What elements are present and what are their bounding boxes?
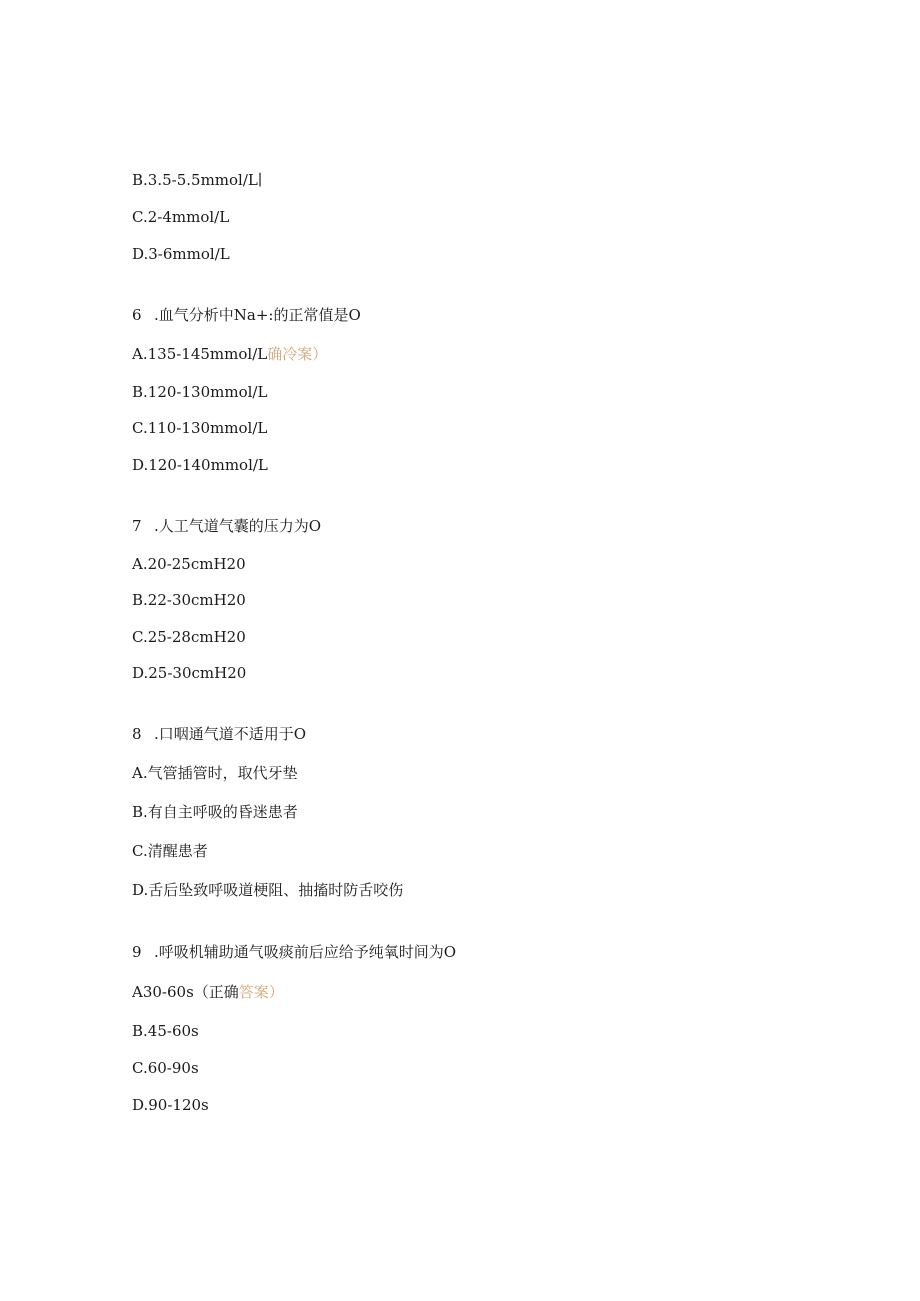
q7-question [132,516,321,536]
q9-option-b: B.45-60s [132,1022,199,1040]
q8-number: 8 [132,725,142,743]
q6-option-a-text: A.135-145mmol∕L [132,345,268,363]
q7-option-d: D.25-30cmH20 [132,664,247,682]
q9-option-a-text: A30-60s（正确 [132,983,239,1001]
q8-text: .口咽通气道不适用于O [154,725,307,743]
q6-option-d: D.120-140mmol∕L [132,456,268,474]
q7-text: .人工气道气囊的压力为O [154,517,322,535]
q5-option-c: C.2-4mmol∕L [132,208,230,226]
q6-option-a [132,344,327,364]
q9-option-a-hint: 答案） [238,983,284,1001]
q8-option-a: A.气管插管时，取代牙垫 [132,764,298,782]
q8-question [132,724,306,744]
q6-option-b: B.120-130mmol∕L [132,383,268,401]
q8-option-c: C.清醒患者 [132,842,208,860]
q7-option-b: B.22-30cmH20 [132,591,246,609]
q9-number: 9 [132,943,142,961]
q6-number: 6 [132,306,142,324]
q6-question [132,305,361,325]
q7-number: 7 [132,517,142,535]
q6-text: .血气分析中Na+:的正常值是O [154,306,361,324]
q8-option-d: D.舌后坠致呼吸道梗阻、抽搐时防舌咬伤 [132,881,404,899]
q6-option-c: C.110-130mmol∕L [132,419,268,437]
q5-option-d: D.3-6mmol∕L [132,245,230,263]
q7-option-c: C.25-28cmH20 [132,628,246,646]
q6-option-a-hint: 确冷案） [267,345,328,363]
q9-text: .呼吸机辅助通气吸痰前后应给予纯氧时间为O [154,943,457,961]
q9-option-d: D.90-120s [132,1096,209,1114]
q9-option-a [132,982,284,1002]
q9-question [132,942,456,962]
q7-option-a: A.20-25cmH20 [132,555,246,573]
q9-option-c: C.60-90s [132,1059,199,1077]
q5-option-b: B.3.5-5.5mmol∕L∣ [132,171,263,189]
q8-option-b: B.有自主呼吸的昏迷患者 [132,803,298,821]
